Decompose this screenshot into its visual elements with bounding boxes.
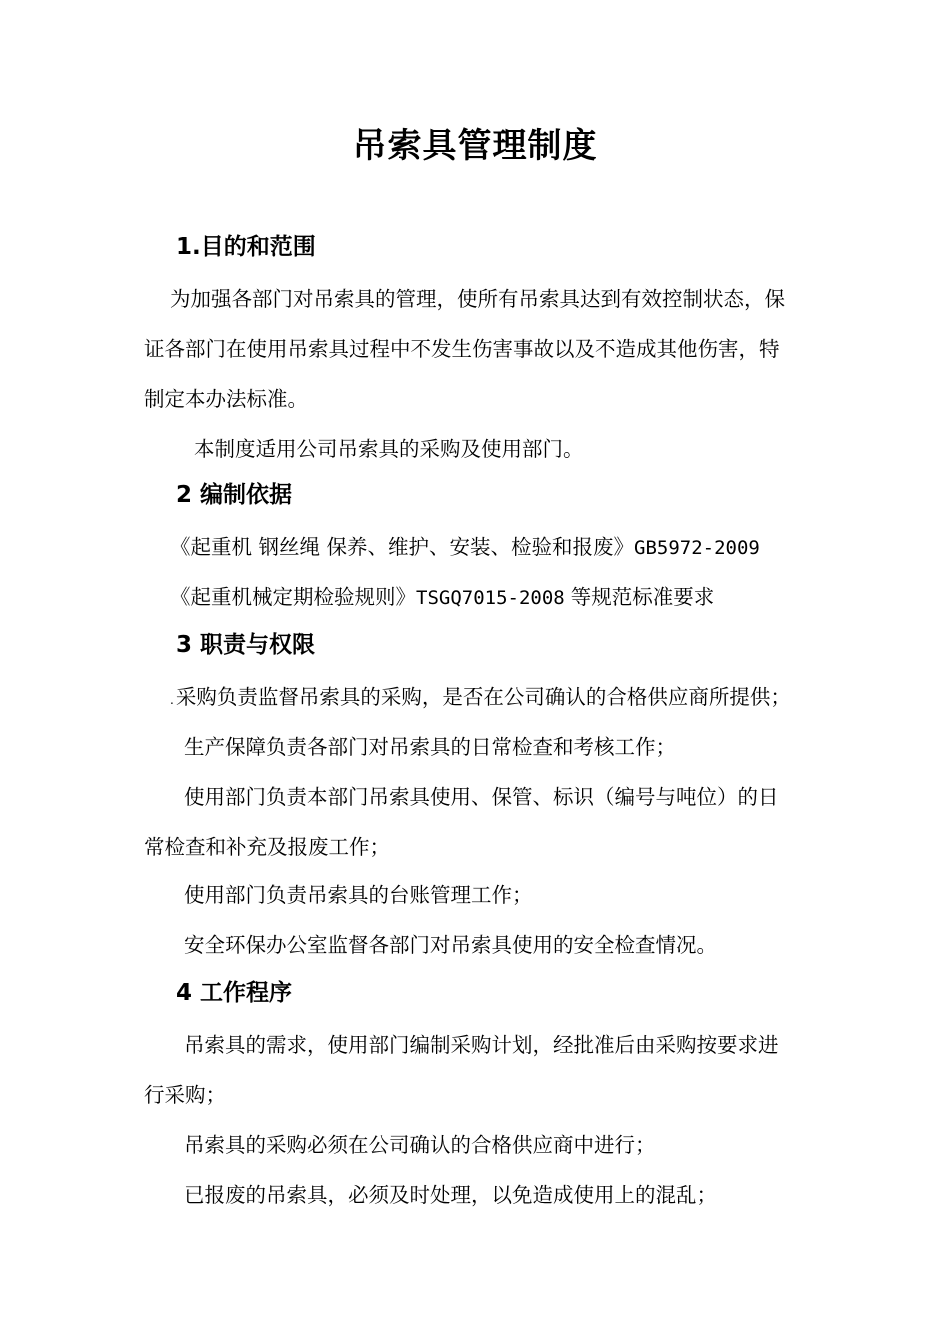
paragraph-line: 已报废的吊索具，必须及时处理，以免造成使用上的混乱； [184, 1183, 717, 1207]
stray-dot-mark: . [170, 693, 174, 707]
reference-line [170, 582, 714, 613]
reference-suffix: 等规范标准要求 [570, 585, 715, 609]
paragraph-line: 使用部门负责吊索具的台账管理工作； [184, 883, 533, 907]
paragraph-line: 本制度适用公司吊索具的采购及使用部门。 [194, 437, 584, 461]
paragraph-line: 吊索具的需求，使用部门编制采购计划，经批准后由采购按要求进 [184, 1033, 779, 1057]
paragraph-text: 采购负责监督吊索具的采购，是否在公司确认的合格供应商所提供； [175, 685, 791, 709]
section-heading-purpose: 1.目的和范围 [176, 234, 316, 260]
section-heading-responsibilities: 3 职责与权限 [176, 632, 316, 658]
reference-code: TSGQ7015-2008 [416, 587, 565, 609]
reference-code: GB5972-2009 [634, 537, 760, 559]
section-heading-procedure: 4 工作程序 [176, 980, 293, 1006]
reference-line [170, 532, 760, 563]
section-heading-basis: 2 编制依据 [176, 482, 293, 508]
paragraph-line: 行采购； [144, 1083, 226, 1107]
paragraph-line: 制定本办法标准。 [144, 387, 308, 411]
paragraph-line [170, 682, 791, 715]
paragraph-line: 为加强各部门对吊索具的管理，使所有吊索具达到有效控制状态，保 [170, 287, 785, 311]
paragraph-line: 生产保障负责各部门对吊索具的日常检查和考核工作； [184, 735, 676, 759]
paragraph-line: 吊索具的采购必须在公司确认的合格供应商中进行； [184, 1133, 656, 1157]
paragraph-line: 常检查和补充及报废工作； [144, 835, 390, 859]
paragraph-line: 使用部门负责本部门吊索具使用、保管、标识（编号与吨位）的日 [184, 785, 779, 809]
paragraph-line: 安全环保办公室监督各部门对吊索具使用的安全检查情况。 [184, 933, 717, 957]
paragraph-line: 证各部门在使用吊索具过程中不发生伤害事故以及不造成其他伤害，特 [144, 337, 780, 361]
reference-title: 《起重机械定期检验规则》 [170, 585, 416, 609]
page-title: 吊索具管理制度 [352, 126, 598, 166]
reference-title: 《起重机 钢丝绳 保养、维护、安装、检验和报废》 [170, 535, 635, 559]
